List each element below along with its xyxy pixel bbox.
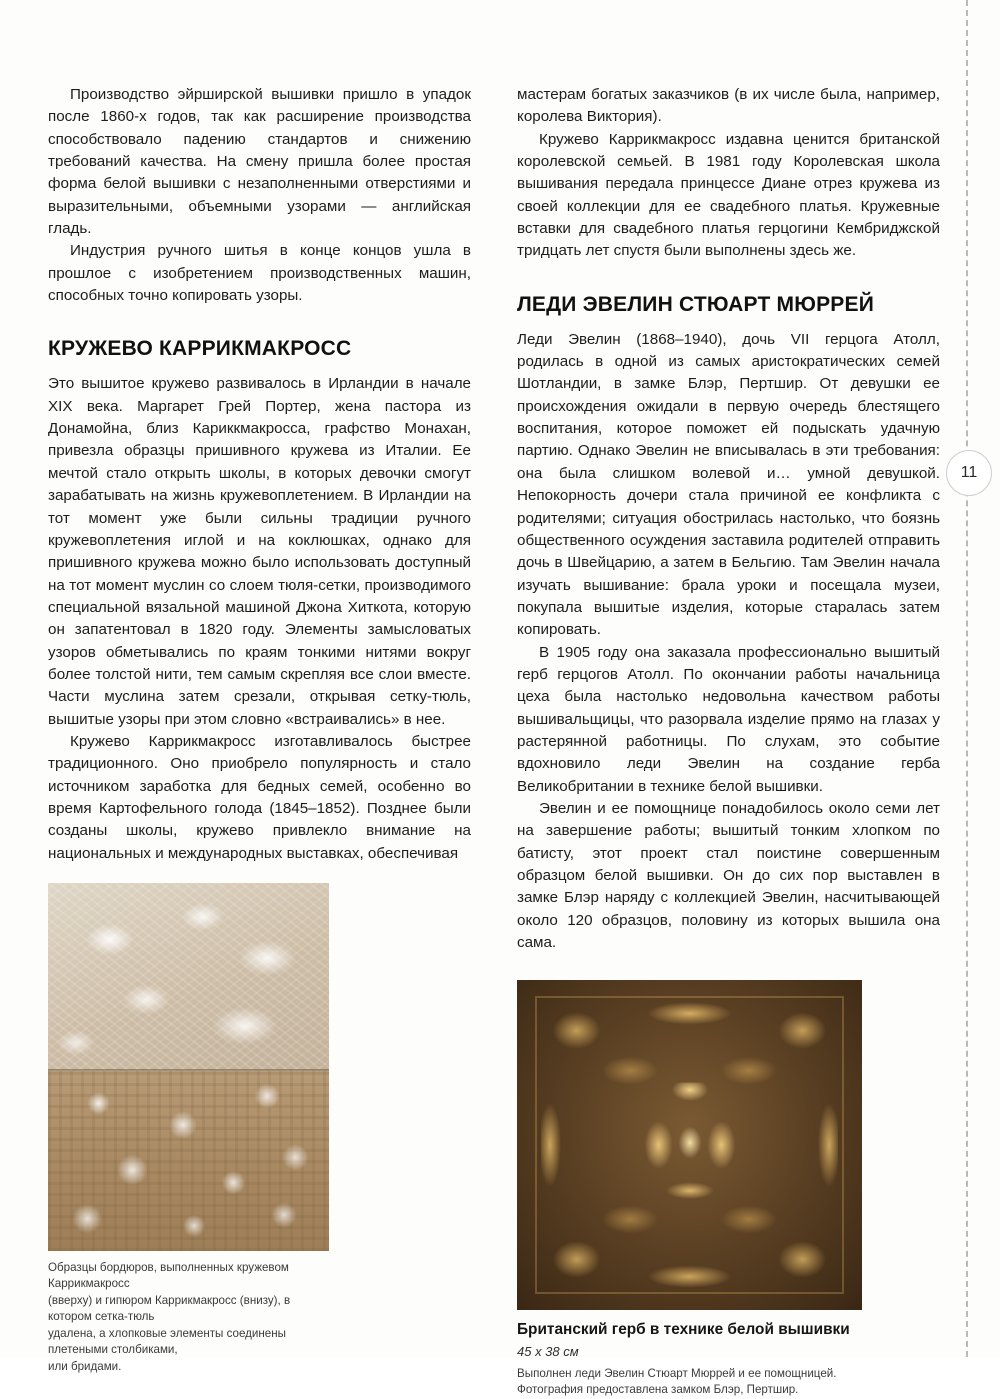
arms-crest	[634, 1083, 746, 1203]
caption-line: удалена, а хлопковые элементы соединены плетеными столбиками,	[48, 1326, 286, 1357]
figure-caption	[48, 1260, 329, 1375]
caption-line: Образцы бордюров, выполненных кружевом Каррикмакросс	[48, 1261, 289, 1291]
section-heading-lady-evelyn: ЛЕДИ ЭВЕЛИН СТЮАРТ МЮРРЕЙ	[517, 292, 874, 316]
lace-band-top	[48, 883, 329, 1071]
lace-band-bottom	[48, 1071, 329, 1251]
two-column-layout	[48, 84, 940, 1399]
paragraph: Кружево Каррикмакросс изготавливалось быстрее традиционного. Оно приобрело популярность и стало источником заработка для бедных семей, особенно во время Картофельного голода (1845–1852). Позднее были созданы школы, кружево привлекло внимание на национальных и международных выставках, обеспечивая	[48, 732, 471, 862]
paragraph: мастерам богатых заказчиков (в их числе была, например, королева Виктория).	[517, 86, 940, 126]
caption-line: (вверху) и гипюром Каррикмакросс (внизу), в котором сетка-тюль	[48, 1293, 291, 1324]
paragraph: В 1905 году она заказала профессионально вышитый герб герцогов Атолл. По окончании работы начальница цеха была настолько недовольна качеством работы вышивальщицы, что разорвала изделие прямо на глазах у растерянной работницы. По слухам, это событие вдохновило леди Эвелин на создание герба Великобритании в технике белой вышивки.	[517, 643, 940, 795]
british-coat-of-arms-whitework-photo	[517, 980, 940, 1310]
paragraph: Эвелин и ее помощнице понадобилось около семи лет на завершение работы; вышитый тонким хлопком по батисту, этот проект стал поистине совершенным образцом белой вышивки. Он до сих пор выставлен в замке Блэр наряду с коллекцией Эвелин, насчитывающей около 120 образцов, половину из которых вышила она сама.	[517, 799, 940, 952]
figure-caption	[517, 1319, 940, 1398]
caption-dimensions: 45 x 38 см	[517, 1344, 579, 1360]
caption-line: или бридами.	[48, 1359, 122, 1373]
caption-line: Выполнен леди Эвелин Стюарт Мюррей и ее помощницей.	[517, 1366, 837, 1380]
right-column	[517, 84, 940, 1399]
section-heading-carrickmacross: КРУЖЕВО КАРРИКМАКРОСС	[48, 337, 352, 361]
paragraph: Леди Эвелин (1868–1940), дочь VII герцога Атолл, родилась в одной из самых аристократических семей Шотландии, в замке Блэр, Пертшир. От девушки ее происхождения ожидали в первую очередь блестящего воспитания, которое поможет ей подыскать удачную партию. Однако Эвелин не вписывалась в эти требования: она была слишком волевой и… умной девушкой. Непокорность дочери стала причиной ее конфликта с родителями; ситуация обострилась настолько, что боязнь общественного осуждения заставила родителей отправить дочь в Швейцарию, а затем в Бельгию. Там Эвелин начала изучать вышивание: брала уроки и посещала музеи, покупала вышитые изделия, которые старалась затем копировать.	[517, 330, 940, 639]
page-cut-line	[966, 0, 968, 1357]
paragraph: Это вышитое кружево развивалось в Ирландии в начале XIX века. Маргарет Грей Портер, жена пастора из Донамойна, близ Кариккмакросса, графство Монахан, привезла образцы пришивного кружева из Италии. Ее мечтой стало открыть школы, в которых девочки смогут зарабатывать на жизнь кружевоплетением. В Ирландии на тот момент уже были сильны традиции ручного кружевоплетения иглой и на коклюшках, однако для пришивного кружева можно было использовать доступный на тот момент муслин со слоем тюля-сетки, производимого специальной вязальной машиной Джона Хиткота, которую он запатентовал в 1820 году. Элементы замысловатых узоров обметывались по краям тонкими нитями вокруг более толстой нити, тем самым скрепляя все слои вместе. Части муслина затем срезали, открывая сетку-тюль, вышитые узоры при этом словно «встраивались» в нее.	[48, 375, 471, 728]
caption-title: Британский герб в технике белой вышивки	[517, 1321, 850, 1339]
figure-lace-borders	[48, 883, 471, 1375]
figure-coat-of-arms	[517, 980, 940, 1398]
paragraph: Индустрия ручного шитья в конце концов ушла в прошлое с изобретением производственных машин, способных точно копировать узоры.	[48, 242, 471, 305]
lace-borders-photo	[48, 883, 471, 1251]
page-number: 11	[946, 450, 992, 496]
left-column	[48, 84, 471, 1399]
paragraph: Кружево Каррикмакросс издавна ценится британской королевской семьей. В 1981 году Королевская школа вышивания передала принцессе Диане отрез кружева из своей коллекции для ее свадебного платья. Кружевные вставки для свадебного платья герцогини Кембриджской тридцать лет спустя были выполнены здесь же.	[517, 130, 940, 260]
paragraph: Производство эйрширской вышивки пришло в упадок после 1860-х годов, так как расширение производства способствовало падению стандартов и снижению требований качества. На смену пришла более простая форма белой вышивки с незаполненными отверстиями и выразительными, объемными узорами — английская гладь.	[48, 86, 471, 238]
caption-line: Фотография предоставлена замком Блэр, Пертшир.	[517, 1383, 799, 1397]
